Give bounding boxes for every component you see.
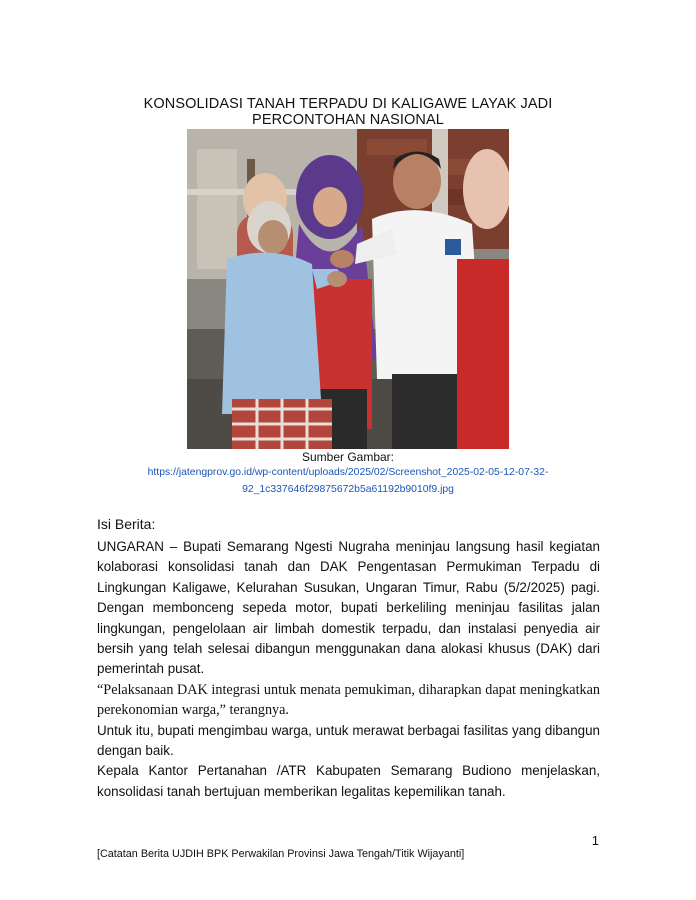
footer-note: [Catatan Berita UJDIH BPK Perwakilan Provinsi Jawa Tengah/Titik Wijayanti] [97,848,465,860]
paragraph-3: Untuk itu, bupati mengimbau warga, untuk merawat berbagai fasilitas yang dibangun dengan baik. [97,722,600,759]
news-photo [187,129,509,449]
news-body [97,515,600,802]
paragraph-4: Kepala Kantor Pertanahan /ATR Kabupaten Semarang Budiono menjelaskan, konsolidasi tanah bertujuan memberikan legalitas kepemilikan tanah. [97,763,600,799]
page-number: 1 [591,833,599,848]
caption-label: Sumber Gambar: [301,450,395,464]
title-line-1: KONSOLIDASI TANAH TERPADU DI KALIGAWE LAYAK JADI [143,96,553,112]
title-line-2: PERCONTOHAN NASIONAL [252,112,444,128]
caption-url-line-2[interactable]: 92_1c337646f29875672b5a61192b9010f9.jpg [242,484,454,495]
caption-url[interactable] [130,464,566,498]
quote-paragraph: “Pelaksanaan DAK integrasi untuk menata pemukiman, diharapkan dapat meningkatkan perekonomian warga,” terangnya. [97,681,600,719]
paragraph-1: UNGARAN – Bupati Semarang Ngesti Nugraha meninjau langsung hasil kegiatan kolaborasi konsolidasi tanah dan DAK Pengentasan Permukiman Terpadu di Lingkungan Kaligawe, Kelurahan Susukan, Ungaran Timur, Rabu (5/2/2025) pagi. Dengan membonceng sepeda motor, bupati berkeliling meninjau fasilitas jalan lingkungan, pengelolaan air limbah domestik terpadu, dan instalasi penyedia air bersih yang telah selesai dibangun menggunakan dana alokasi khusus (DAK) dari pemerintah pusat. [97,539,600,677]
caption-url-line-1[interactable]: https://jatengprov.go.id/wp-content/uploads/2025/02/Screenshot_2025-02-05-12-07-32- [147,467,549,478]
section-label: Isi Berita: [97,516,156,532]
document-title [120,96,576,128]
